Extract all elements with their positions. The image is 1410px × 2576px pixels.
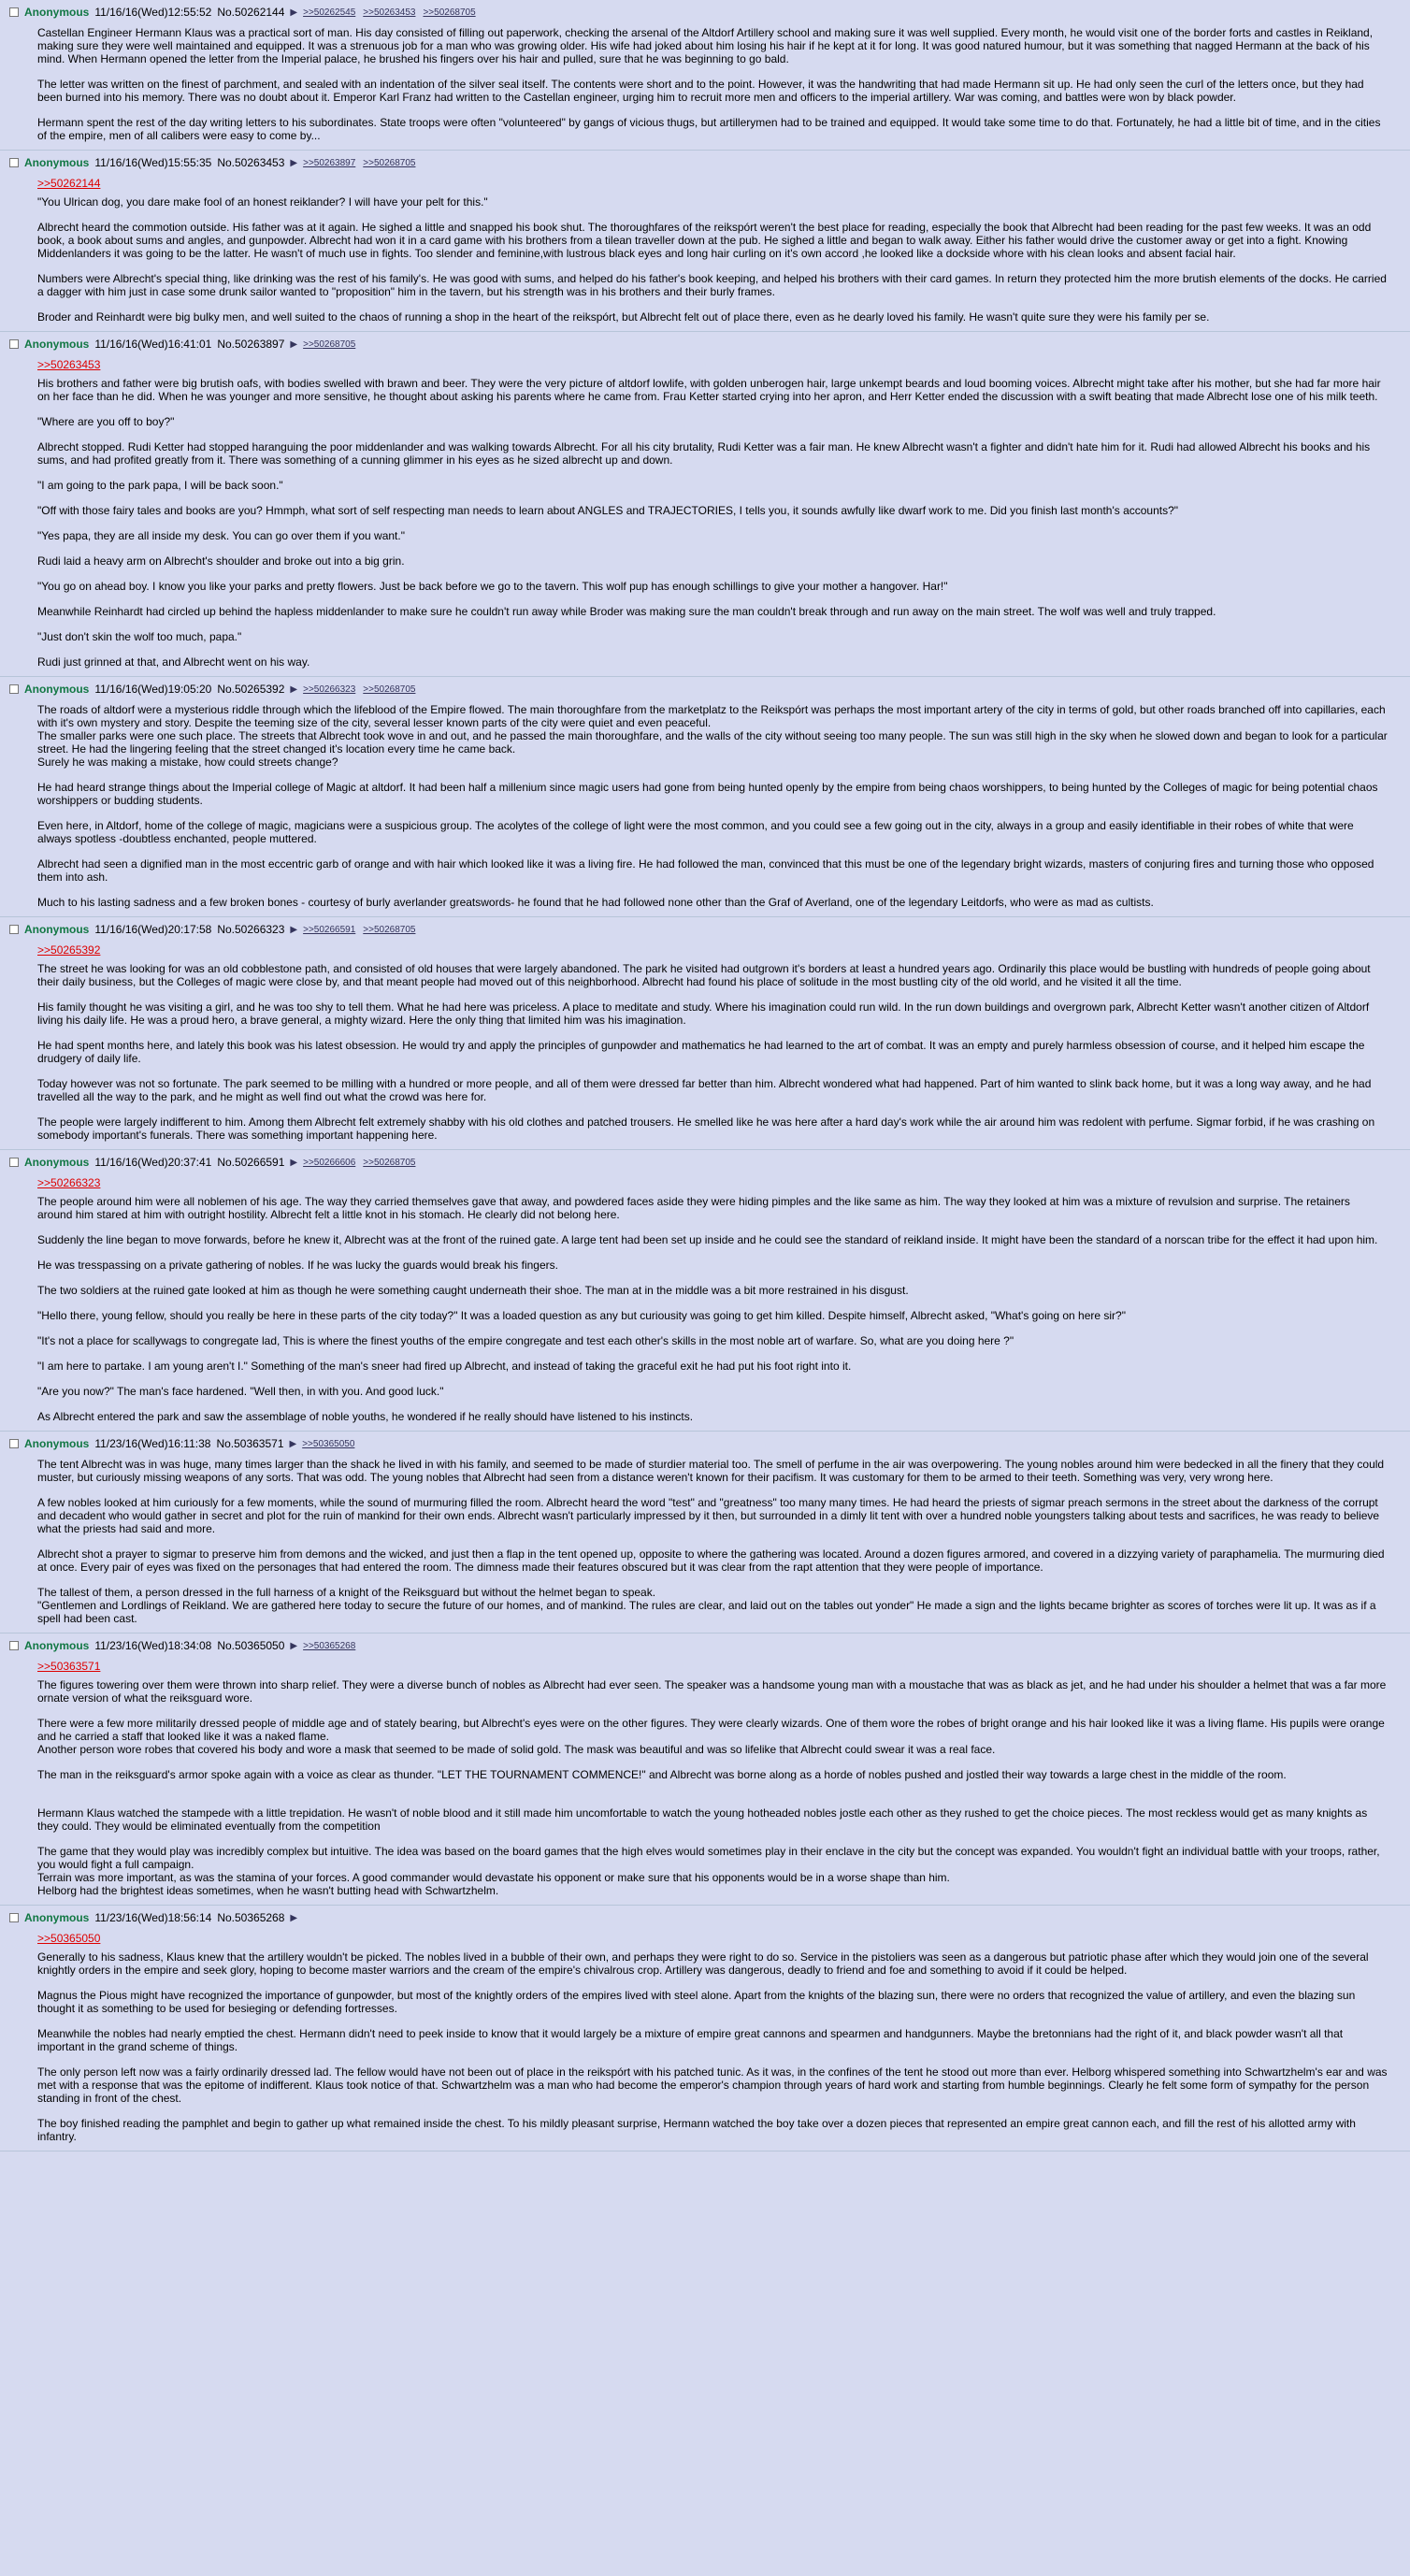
poster-name: Anonymous xyxy=(24,923,90,936)
poster-name: Anonymous xyxy=(24,1911,90,1924)
post-datetime: 11/16/16(Wed)19:05:20 xyxy=(94,683,212,696)
post-paragraph: "You go on ahead boy. I know you like your parks and pretty flowers. Just be back before we go to the tavern. This wolf pup has enough schillings to give your mother a hangover. Har!" xyxy=(37,580,948,593)
post-paragraph: Today however was not so fortunate. The park seemed to be milling with a hundred or more people, and all of them were dressed far better than him. Albrecht wondered what had happened. Part of him wanted to slink back home, but it was a long way away, and he had travelled all the way to the park, and he might as well find out what the crowd was here for. xyxy=(37,1077,1372,1103)
post-header xyxy=(9,681,1388,698)
post-paragraph: The street he was looking for was an old cobblestone path, and consisted of old houses that were largely abandoned. The park he visited had outgrown it's borders at least a hundred years ago. Ordinarily this place would be bustling with hundreds of people going about their daily business, but the Colleges of magic were close by, and that meant people had moved out of this neighborhood. Albrecht had found his place of solitude in the most bustling city of the old world, and he visited it all the time. xyxy=(37,962,1371,988)
post-header xyxy=(9,336,1388,353)
post-paragraph: "I am here to partake. I am young aren't I." Something of the man's sneer had fired up Albrecht, and instead of taking the graceful exit he had put his foot right into it. xyxy=(37,1360,852,1373)
post-menu-arrow-icon[interactable]: ▶ xyxy=(290,157,298,168)
post-datetime: 11/23/16(Wed)16:11:38 xyxy=(94,1437,211,1450)
backlink[interactable]: >>50365268 xyxy=(303,1640,356,1651)
post xyxy=(0,1633,1410,1906)
backlink[interactable]: >>50266591 xyxy=(303,924,356,935)
post-paragraph: His family thought he was visiting a girl, and he was too shy to tell them. What he had here was priceless. A place to meditate and study. Where his imagination could run wild. In the run down buildings and overgrown park, Albrecht Ketter wasn't another citizen of Altdorf living his daily life. He was a proud hero, a brave general, a mighty wizard. Here the only thing that limited him was his imagination. xyxy=(37,1000,1370,1027)
post-paragraph: The game that they would play was incredibly complex but intuitive. The idea was based on the board games that the high elves would sometimes play in their enclave in the city but the concept was expanded. You wouldn't fight an individual battle with your troops, rather, you would fight a full campaign. Terrain was more important, as was the stamina of your forces. A good commander would devastate his opponent or make sure that his opponents would be in a worse shape than him. Helborg had the brightest ideas sometimes, when he wasn't butting head with Schwartzhelm. xyxy=(37,1845,1380,1897)
backlink[interactable]: >>50365050 xyxy=(302,1438,355,1449)
post-paragraph: The boy finished reading the pamphlet and begin to gather up what remained inside the chest. To his mildly pleasant surprise, Hermann watched the boy take over a dozen pieces that represented an empire great cannon each, and fill the rest of his allotted army with infantry. xyxy=(37,2117,1356,2143)
post-number[interactable]: No.50365050 xyxy=(217,1639,285,1652)
post-select-checkbox[interactable] xyxy=(9,7,19,17)
post-number[interactable]: No.50265392 xyxy=(217,683,285,696)
backlink[interactable]: >>50263897 xyxy=(303,157,356,168)
post-paragraph: Albrecht had seen a dignified man in the most eccentric garb of orange and with hair which looked like it was a living fire. He had followed the man, convinced that this must be one of the legendary bright wizards, masters of conjuring fires and turning those who opposed them into ash. xyxy=(37,857,1374,884)
post-header xyxy=(9,1637,1388,1654)
post-paragraph: Albrecht heard the commotion outside. His father was at it again. He sighed a little and snapped his book shut. The thoroughfares of the reikspórt weren't the best place for reading, especially the book that Albrecht had been reading for the past few weeks. It was an odd book, a book about sums and angles, and gunpowder. Albrecht had won it in a card game with his brothers from a tilean traveller down at the pub. He sighed a little and began to walk away. Either his father would drive the customer away or get into a fight. Knowing Middenlanders it was going to be the latter. He wasn't of much use in fights. Too slender and feminine,with lustrous black eyes and long hair curling on it's own accord ,he looked like a dockside whore with his clean looks and absent facial hair. xyxy=(37,221,1372,260)
post-menu-arrow-icon[interactable]: ▶ xyxy=(290,338,298,350)
post-paragraph: The roads of altdorf were a mysterious riddle through which the lifeblood of the Empire flowed. The main thoroughfare from the marketplatz to the Reikspórt was perhaps the most important artery of the city in terms of gold, but other roads branched off into capillaries, each with it's own mystery and story. Despite the teeming size of the city, several lesser known parts of the city were quiet and even peaceful. The smaller parks were one such place. The streets that Albrecht took wove in and out, and he passed the main thoroughfare, and the walls of the city without seeing too many people. The sun was still high in the sky when he slowed down and began to look for a particular street. He had the lingering feeling that the street changed it's location every time he came back. Surely he was making a mistake, how could streets change? xyxy=(37,703,1388,769)
poster-name: Anonymous xyxy=(24,1639,90,1652)
backlink[interactable]: >>50262545 xyxy=(303,7,356,18)
poster-name: Anonymous xyxy=(24,1156,90,1169)
post-select-checkbox[interactable] xyxy=(9,1641,19,1650)
post-paragraph: Generally to his sadness, Klaus knew that the artillery wouldn't be picked. The nobles lived in a bubble of their own, and perhaps they were right to do so. Service in the pistoliers was seen as a dangerous but patriotic phase after which they would join one of the several knightly orders in the empire and seek glory, hoping to become master warriors and the cream of the empire's chivalrous crop. Artillery was dangerous, deadly to friend and foe and something to avoid if it could be helped. xyxy=(37,1950,1369,1977)
post-body xyxy=(9,171,1388,324)
backlink[interactable]: >>50268705 xyxy=(363,924,416,935)
post-body xyxy=(9,1171,1388,1423)
post-body xyxy=(9,1452,1388,1625)
post-paragraph: "I am going to the park papa, I will be back soon." xyxy=(37,479,283,492)
post-paragraph: "Where are you off to boy?" xyxy=(37,415,175,428)
post-number[interactable]: No.50266591 xyxy=(217,1156,285,1169)
post-paragraph: "Just don't skin the wolf too much, papa." xyxy=(37,630,242,643)
post-paragraph: Hermann spent the rest of the day writing letters to his subordinates. State troops were often "volunteered" by gangs of vicious thugs, but artillerymen had to be trained and equipped. It would take some time to do that. Fortunately, he had a little bit of time, and in the cities of the empire, men of all calibers were easy to come by... xyxy=(37,116,1381,142)
post-paragraph: Magnus the Pious might have recognized the importance of gunpowder, but most of the knightly orders of the empires lived with steel alone. Apart from the knights of the blazing sun, there were no orders that recognized the value of artillery, and even the blazing sun thought it as something to be used for besieging or defending fortresses. xyxy=(37,1989,1356,2015)
post-paragraph: Meanwhile Reinhardt had circled up behind the hapless middenlander to make sure he couldn't run away while Broder was making sure the man couldn't break through and run away on the main street. The wolf was well and truly trapped. xyxy=(37,605,1216,618)
post-paragraph: Meanwhile the nobles had nearly emptied the chest. Hermann didn't need to peek inside to know that it would largely be a mixture of empire great cannons and spearmen and handgunners. Maybe the bretonnians had the right of it, and black powder wasn't all that important in the grand scheme of things. xyxy=(37,2027,1344,2053)
post-body xyxy=(9,938,1388,1142)
post-menu-arrow-icon[interactable]: ▶ xyxy=(290,1912,298,1923)
post-select-checkbox[interactable] xyxy=(9,1439,19,1448)
post-paragraph: "Hello there, young fellow, should you really be here in these parts of the city today?" It was a loaded question as any but curiousity was going to get him killed. Despite himself, Albrecht asked, "What's going on here sir?" xyxy=(37,1309,1126,1322)
quote-link[interactable]: >>50363571 xyxy=(37,1660,101,1673)
post-paragraph: "Off with those fairy tales and books are you? Hmmph, what sort of self respecting man needs to learn about ANGLES and TRAJECTORIES, I tells you, it sounds awfully like dwarf work to me. Did you finish last month's accounts?" xyxy=(37,504,1179,517)
post xyxy=(0,1906,1410,2151)
post-paragraph: Albrecht stopped. Rudi Ketter had stopped haranguing the poor middenlander and was walking towards Albrecht. For all his city brutality, Rudi Ketter was a fair man. He knew Albrecht wasn't a fighter and didn't hate him for it. Rudi had allowed Albrecht his books and his sums, and had profited greatly from it. There was something of a cunning glimmer in his eyes as he sized albrecht up and down. xyxy=(37,440,1371,467)
poster-name: Anonymous xyxy=(24,1437,90,1450)
post-header xyxy=(9,921,1388,938)
post-paragraph: Castellan Engineer Hermann Klaus was a practical sort of man. His day consisted of filling out paperwork, checking the arsenal of the Altdorf Artillery school and making sure it was well supplied. Every month, he would visit one of the border forts and castles in Reikland, making sure they were well maintained and equipped. It was a strenuous job for a man who was growing older. His wife had joked about him losing his hair if he kept at it for long. It was good natured humour, but it was something that nagged Hermann at the back of his mind. When Hermann opened the letter from the Imperial palace, he brushed his fingers over his hair and pulled, sure that he was beginning to go bald. xyxy=(37,26,1374,65)
post-paragraph: Numbers were Albrecht's special thing, like drinking was the rest of his family's. He was good with sums, and helped do his father's book keeping, and helped his brothers with their card games. In return they protected him the more brutish elements of the docks. He carried a dagger with him just in case some drunk sailor wanted to "proposition" him in the tavern, but his strength was in his brothers and their burly frames. xyxy=(37,272,1387,298)
post-number[interactable]: No.50266323 xyxy=(217,923,285,936)
post-paragraph: The man in the reiksguard's armor spoke again with a voice as clear as thunder. "LET THE TOURNAMENT COMMENCE!" and Albrecht was borne along as a horde of nobles pushed and jostled their way towards a large chest in the middle of the room. xyxy=(37,1768,1287,1781)
post-menu-arrow-icon[interactable]: ▶ xyxy=(290,1640,298,1651)
post xyxy=(0,332,1410,677)
post-paragraph: The figures towering over them were thrown into sharp relief. They were a diverse bunch of nobles as Albrecht had ever seen. The speaker was a handsome young man with a moustache that was as black as jet, and he had under his shoulder a helmet that was a far more ornate version of what the reiksguard wore. xyxy=(37,1678,1387,1705)
post-datetime: 11/16/16(Wed)12:55:52 xyxy=(94,6,212,19)
post-paragraph: "It's not a place for scallywags to congregate lad, This is where the finest youths of the empire congregate and test each other's skills in the most noble art of warfare. So, what are you doing here ?" xyxy=(37,1334,1014,1347)
backlink[interactable]: >>50268705 xyxy=(363,1157,416,1168)
poster-name: Anonymous xyxy=(24,338,90,351)
post-menu-arrow-icon[interactable]: ▶ xyxy=(290,924,298,935)
post-menu-arrow-icon[interactable]: ▶ xyxy=(290,7,298,18)
post-header xyxy=(9,4,1388,21)
post-paragraph: Even here, in Altdorf, home of the college of magic, magicians were a suspicious group. The acolytes of the college of light were the most common, and you could see a few going out in the city, always in a group and easily identifiable in their robes of white that were always spotless -doubtless enchanted, people muttered. xyxy=(37,819,1354,845)
post-number[interactable]: No.50363571 xyxy=(216,1437,284,1450)
post xyxy=(0,0,1410,151)
post-select-checkbox[interactable] xyxy=(9,158,19,167)
post-datetime: 11/23/16(Wed)18:34:08 xyxy=(94,1639,212,1652)
backlink[interactable]: >>50268705 xyxy=(363,157,416,168)
post-paragraph: A few nobles looked at him curiously for a few moments, while the sound of murmuring filled the room. Albrecht heard the word "test" and "greatness" too many many times. He had heard the priests of sigmar preach sermons in the street about the darkness of the corrupt and decadent who would gather in secret and plot for the ruin of mankind for their own ends. Albrecht wasn't particularly impressed by it then, but surrounded in a dimly lit tent with over a hundred noble youngsters talking about tests and sacrifices, he was ready to believe what the priests had said and more. xyxy=(37,1496,1380,1535)
post-paragraph: As Albrecht entered the park and saw the assemblage of noble youths, he wondered if he really should have listened to his instincts. xyxy=(37,1410,694,1423)
backlink[interactable]: >>50266323 xyxy=(303,684,356,695)
post-paragraph: The tallest of them, a person dressed in the full harness of a knight of the Reiksguard but without the helmet began to speak. "Gentlemen and Lordlings of Reikland. We are gathered here today to secure the future of our homes, and of mankind. The rules are clear, and laid out on the tables out yonder" He made a sign and the lights became brighter as scores of torches were lit up. It was as if a spell had been cast. xyxy=(37,1586,1376,1625)
post-paragraph: He was tresspassing on a private gathering of nobles. If he was lucky the guards would break his fingers. xyxy=(37,1259,558,1272)
poster-name: Anonymous xyxy=(24,683,90,696)
post-body xyxy=(9,21,1388,142)
backlink[interactable]: >>50268705 xyxy=(363,684,416,695)
post xyxy=(0,1150,1410,1432)
post-number[interactable]: No.50263453 xyxy=(217,156,285,169)
post-datetime: 11/16/16(Wed)16:41:01 xyxy=(94,338,212,351)
post-menu-arrow-icon[interactable]: ▶ xyxy=(289,1438,297,1449)
post-datetime: 11/16/16(Wed)20:17:58 xyxy=(94,923,212,936)
quote-link[interactable]: >>50265392 xyxy=(37,943,101,957)
quote-link[interactable]: >>50266323 xyxy=(37,1176,101,1189)
post-paragraph: Much to his lasting sadness and a few broken bones - courtesy of burly averlander greatswords- he found that he had followed none other than the Graf of Averland, one of the legendary Leitdorfs, who were as mad as cultists. xyxy=(37,896,1154,909)
post-paragraph: Suddenly the line began to move forwards, before he knew it, Albrecht was at the front of the ruined gate. A large tent had been set up inside and he could see the standard of reikland inside. It might have been the standard of a norscan tribe for the effect it had upon him. xyxy=(37,1233,1378,1246)
backlink[interactable]: >>50266606 xyxy=(303,1157,356,1168)
backlink[interactable]: >>50268705 xyxy=(423,7,476,18)
post-paragraph: There were a few more militarily dressed people of middle age and of stately bearing, but Albrecht's eyes were on the other figures. They were clearly wizards. One of them wore the robes of bright orange and his hair looked like it was a living flame. His pupils were orange and he carried a staff that looked like it was a naked flame. Another person wore robes that covered his body and wore a mask that seemed to be made of solid gold. The mask was beautiful and was so lifelike that Albrecht could swear it was a real face. xyxy=(37,1717,1385,1756)
poster-name: Anonymous xyxy=(24,6,90,19)
post-paragraph: "Are you now?" The man's face hardened. "Well then, in with you. And good luck." xyxy=(37,1385,444,1398)
post-menu-arrow-icon[interactable]: ▶ xyxy=(290,684,298,695)
post-header xyxy=(9,1909,1388,1926)
post-body xyxy=(9,353,1388,669)
post-paragraph: His brothers and father were big brutish oafs, with bodies swelled with brawn and beer. They were the very picture of altdorf lowlife, with golden unberogen hair, large unkempt beards and loud booming voices. Albrecht might take after his mother, but she had far more hair on her face than he did. When he was younger and more sensitive, he thought about asking his parents where he came from. Frau Ketter started crying into her apron, and Herr Ketter ended the discussion with a swift beating that made Albrecht lose one of his milk teeth. xyxy=(37,377,1381,403)
post-select-checkbox[interactable] xyxy=(9,1913,19,1922)
post-paragraph: The people were largely indifferent to him. Among them Albrecht felt extremely shabby with his old clothes and patched trousers. He smelled like he was here after a hard day's work while the air around him was redolent with perfume. Sigmar forbid, if he was crashing on somebody important's funerals. There was something important happening here. xyxy=(37,1115,1375,1142)
post-header xyxy=(9,1435,1388,1452)
post-paragraph: The two soldiers at the ruined gate looked at him as though he were something caught underneath their shoe. The man at in the middle was a bit more restrained in his disgust. xyxy=(37,1284,909,1297)
post-number[interactable]: No.50262144 xyxy=(217,6,285,19)
post-select-checkbox[interactable] xyxy=(9,925,19,934)
post-paragraph: Rudi laid a heavy arm on Albrecht's shoulder and broke out into a big grin. xyxy=(37,554,405,568)
post-header xyxy=(9,1154,1388,1171)
poster-name: Anonymous xyxy=(24,156,90,169)
post-number[interactable]: No.50263897 xyxy=(217,338,285,351)
post-menu-arrow-icon[interactable]: ▶ xyxy=(290,1157,298,1168)
post-body xyxy=(9,1654,1388,1897)
post-paragraph: "Yes papa, they are all inside my desk. You can go over them if you want." xyxy=(37,529,405,542)
quote-link[interactable]: >>50365050 xyxy=(37,1932,101,1945)
post-paragraph: He had spent months here, and lately this book was his latest obsession. He would try and apply the principles of gunpowder and mathematics he had learned to the art of combat. It was an empty and purely harmless obsession of course, and it helped him escape the drudgery of daily life. xyxy=(37,1039,1365,1065)
post-select-checkbox[interactable] xyxy=(9,339,19,349)
post-header xyxy=(9,154,1388,171)
quote-link[interactable]: >>50263453 xyxy=(37,358,101,371)
post-paragraph: The only person left now was a fairly ordinarily dressed lad. The fellow would have not been out of place in the reikspórt with his patched tunic. As it was, in the confines of the tent he stood out more than ever. Helborg whispered something into Schwartzhelm's ear and was met with a response that was the epitome of indifferent. Klaus took notice of that. Schwartzhelm was a man who had become the emperor's champion through years of hard work and starting from humble beginnings. Clearly he felt some form of sympathy for the person standing in front of the chest. xyxy=(37,2065,1388,2105)
post xyxy=(0,1432,1410,1633)
post xyxy=(0,677,1410,917)
post-datetime: 11/16/16(Wed)20:37:41 xyxy=(94,1156,212,1169)
post-paragraph: The tent Albrecht was in was huge, many times larger than the shack he lived in with his family, and seemed to be made of sturdier material too. The smell of perfume in the air was overpowering. The young nobles around him were bedecked in all the finery that they could muster, but curiously missing weapons of any sorts. That was odd. The young nobles that Albrecht had seen from a distance weren't known for their pacifism. It was customary for them to be armed to their teeth. Something was very, very wrong here. xyxy=(37,1458,1385,1484)
backlink[interactable]: >>50263453 xyxy=(363,7,416,18)
post-paragraph: "You Ulrican dog, you dare make fool of an honest reiklander? I will have your pelt for this." xyxy=(37,195,488,209)
post xyxy=(0,151,1410,332)
quote-link[interactable]: >>50262144 xyxy=(37,177,101,190)
post-number[interactable]: No.50365268 xyxy=(217,1911,285,1924)
post-body xyxy=(9,698,1388,909)
post-paragraph: The letter was written on the finest of parchment, and sealed with an indentation of the silver seal itself. The contents were short and to the point. However, it was the handwriting that had made Hermann sit up. He had only seen the curl of the letters once, but they had been burned into his memory. There was no doubt about it. Emperor Karl Franz had written to the Castellan engineer, urging him to recruit more men and officers to the imperial artillery. War was coming, and battles were won by black powder. xyxy=(37,78,1364,104)
post-datetime: 11/16/16(Wed)15:55:35 xyxy=(94,156,212,169)
post-select-checkbox[interactable] xyxy=(9,1158,19,1167)
post-paragraph: Broder and Reinhardt were big bulky men, and well suited to the chaos of running a shop in the heart of the reikspórt, but Albrecht felt out of place there, even as he dearly loved his family. He wasn't quite sure they were his family per se. xyxy=(37,310,1210,324)
post xyxy=(0,917,1410,1150)
post-body xyxy=(9,1926,1388,2143)
post-paragraph: Rudi just grinned at that, and Albrecht went on his way. xyxy=(37,655,310,669)
post-paragraph: He had heard strange things about the Imperial college of Magic at altdorf. It had been half a millenium since magic users had gone from being hunted openly by the empire from being chaos worshippers, to being hunted by the Colleges of magic for being potential chaos worshippers or budding students. xyxy=(37,781,1378,807)
post-datetime: 11/23/16(Wed)18:56:14 xyxy=(94,1911,212,1924)
post-paragraph: The people around him were all noblemen of his age. The way they carried themselves gave that away, and powdered faces aside they were hiding pimples and the like same as him. The way they looked at him was a mixture of revulsion and surprise. The retainers around him stared at him with outright hostility. Albrecht felt a little knot in his stomach. He clearly did not belong here. xyxy=(37,1195,1350,1221)
post-select-checkbox[interactable] xyxy=(9,684,19,694)
backlink[interactable]: >>50268705 xyxy=(303,338,356,350)
post-paragraph: Albrecht shot a prayer to sigmar to preserve him from demons and the wicked, and just then a flap in the tent opened up, opposite to where the gathering was located. Around a dozen figures armored, and covered in a dizzying variety of paraphamelia. The murmuring died at once. Every pair of eyes was fixed on the personages that had entered the room. The dimness made their features obscured but it was clear from the rapt attention that they were people of importance. xyxy=(37,1547,1385,1574)
post-paragraph: Hermann Klaus watched the stampede with a little trepidation. He wasn't of noble blood and it still made him uncomfortable to watch the young hotheaded nobles jostle each other as they rushed to get the choice pieces. The most reckless would get as many knights as they could. They would be eliminated eventually from the competition xyxy=(37,1806,1368,1833)
